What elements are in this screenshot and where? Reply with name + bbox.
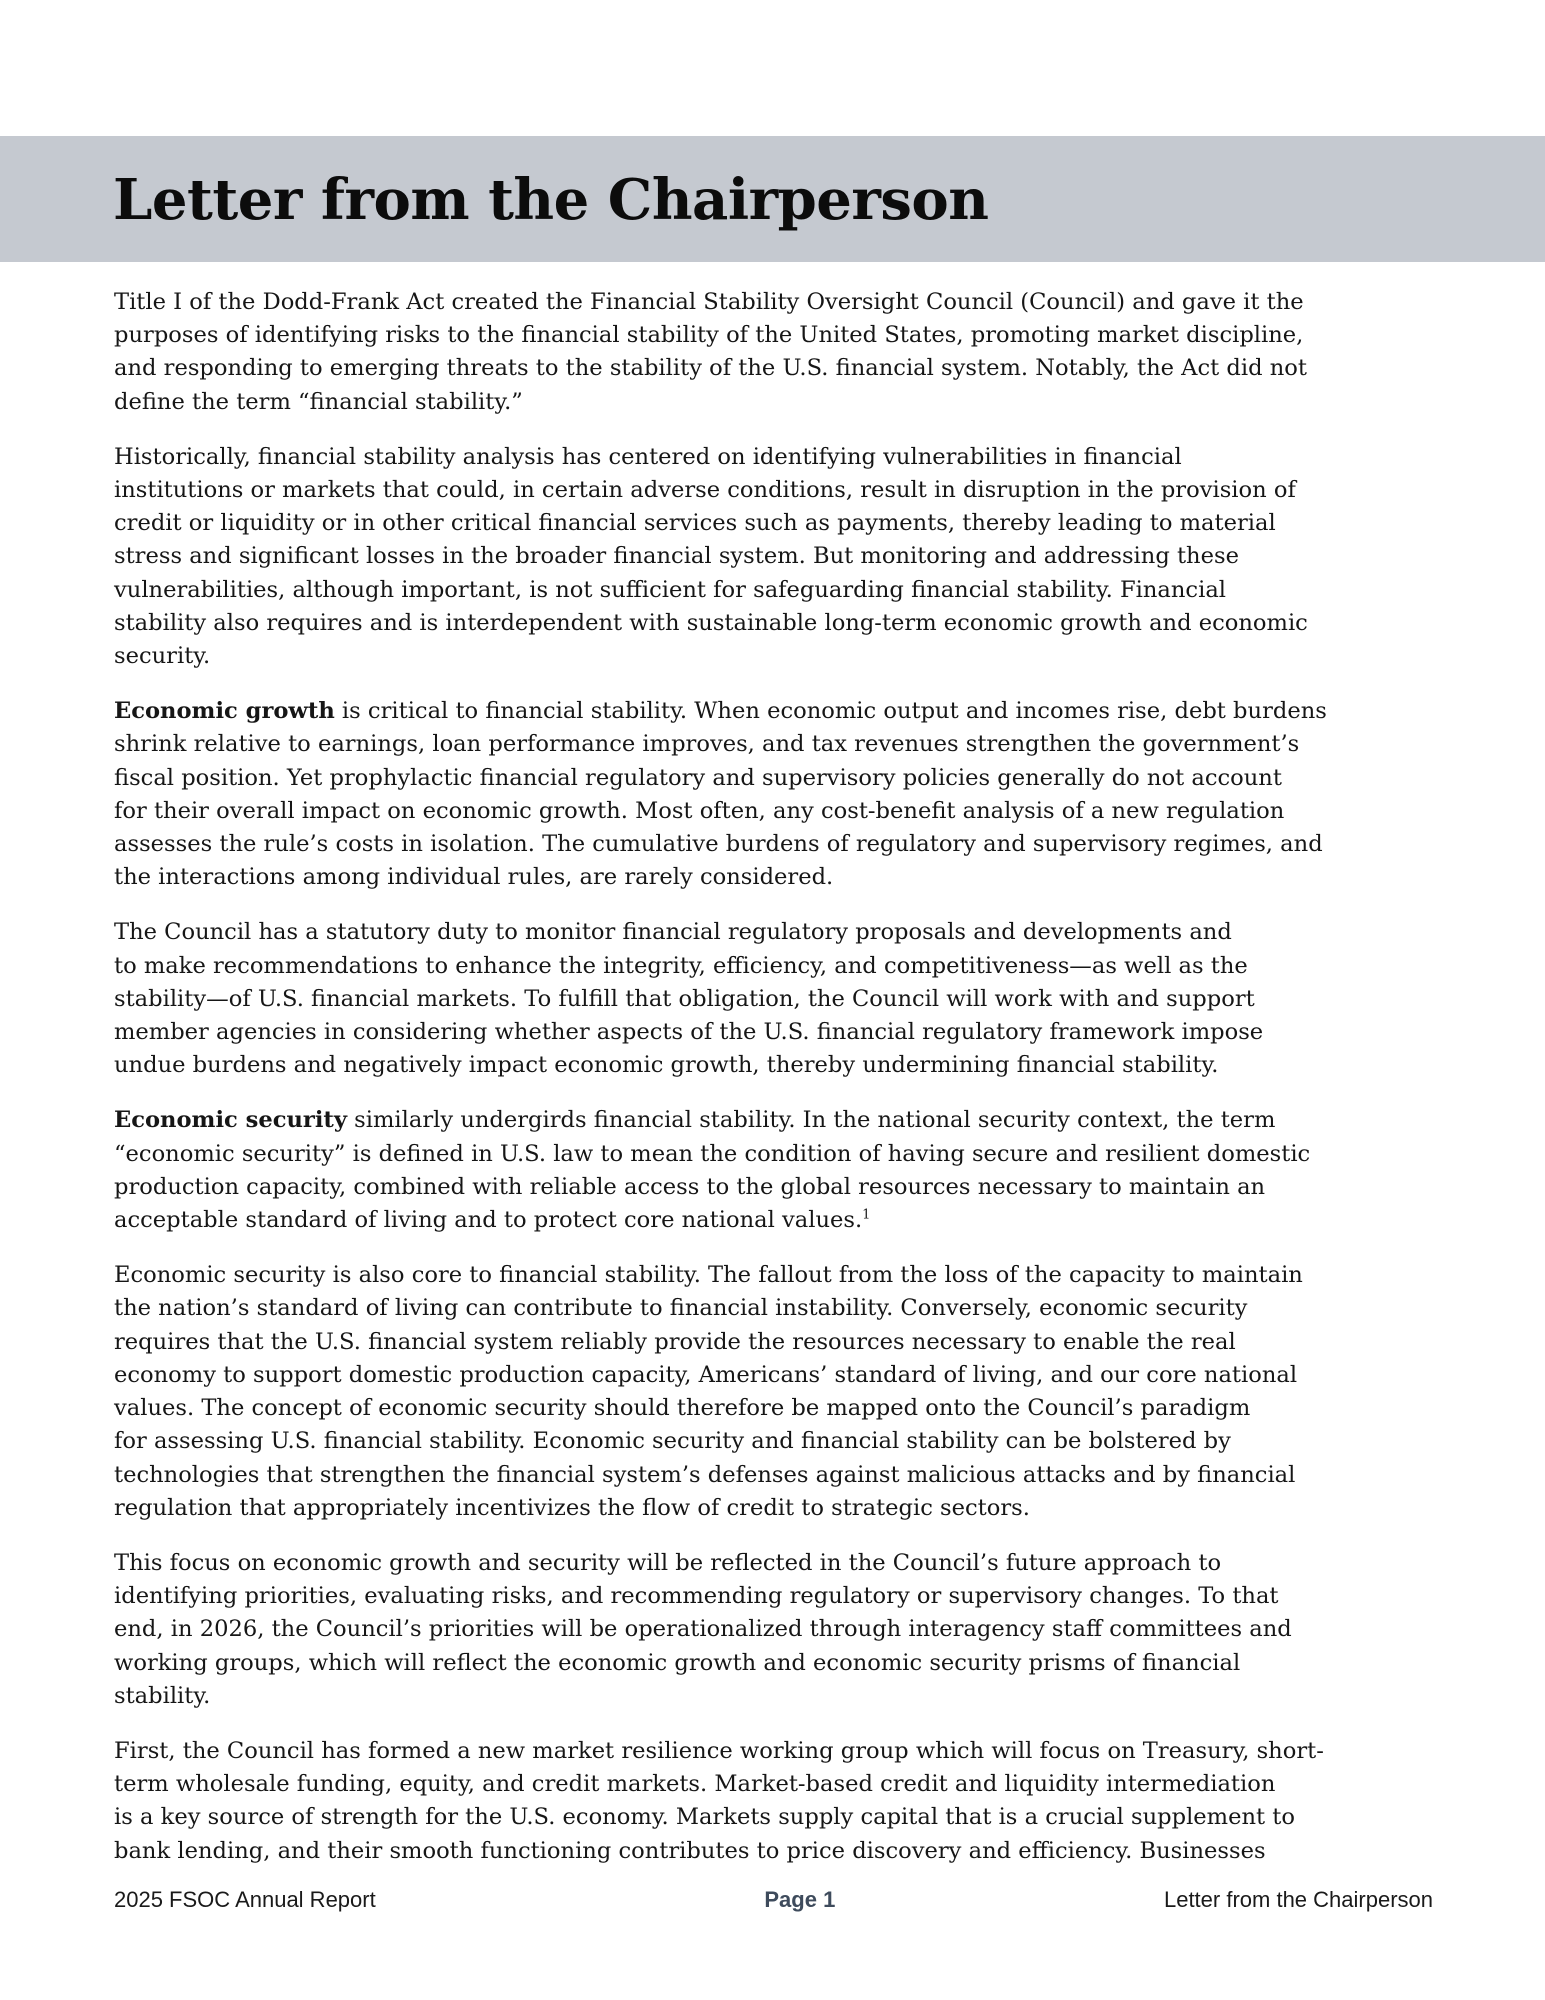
bold-lead-term: Economic security bbox=[114, 1107, 347, 1134]
line-text: vulnerabilities, although important, is not sufficient for safeguarding financial stability. Financial bbox=[114, 576, 1227, 603]
text-line bbox=[114, 1492, 1444, 1525]
line-text: undue burdens and negatively impact economic growth, thereby undermining financial stability. bbox=[114, 1052, 1219, 1079]
line-text: First, the Council has formed a new market resilience working group which will focus on Treasury, short- bbox=[114, 1737, 1324, 1764]
text-line bbox=[114, 607, 1444, 640]
line-text: define the term “financial stability.” bbox=[114, 388, 523, 415]
line-text: the interactions among individual rules, are rarely considered. bbox=[114, 864, 834, 891]
text-line bbox=[114, 1580, 1444, 1613]
line-text: stability. bbox=[114, 1682, 211, 1709]
text-line bbox=[114, 950, 1444, 983]
paragraph bbox=[114, 1735, 1444, 1868]
text-line bbox=[114, 386, 1444, 419]
line-text: credit or liquidity or in other critical financial services such as payments, thereby leading to material bbox=[114, 510, 1276, 537]
line-text: stability also requires and is interdependent with sustainable long-term economic growth and economic bbox=[114, 609, 1308, 636]
text-line bbox=[114, 1547, 1444, 1580]
text-line bbox=[114, 352, 1444, 385]
line-text: stability—of U.S. financial markets. To fulfill that obligation, the Council will work with and support bbox=[114, 985, 1255, 1012]
line-text: shrink relative to earnings, loan performance improves, and tax revenues strengthen the government’s bbox=[114, 731, 1300, 758]
text-line bbox=[114, 441, 1444, 474]
line-text: purposes of identifying risks to the financial stability of the United States, promoting market discipline, bbox=[114, 322, 1304, 349]
text-line bbox=[114, 1680, 1444, 1713]
text-line bbox=[114, 540, 1444, 573]
text-line bbox=[114, 1326, 1444, 1359]
text-line bbox=[114, 1801, 1444, 1834]
paragraph bbox=[114, 916, 1444, 1082]
text-line bbox=[114, 474, 1444, 507]
line-text: similarly undergirds financial stability. In the national security context, the term bbox=[347, 1107, 1276, 1134]
line-text: term wholesale funding, equity, and credit markets. Market-based credit and liquidity intermediation bbox=[114, 1771, 1276, 1798]
text-line bbox=[114, 1259, 1444, 1292]
line-text: for their overall impact on economic growth. Most often, any cost-benefit analysis of a new regulation bbox=[114, 797, 1285, 824]
text-line bbox=[114, 1613, 1444, 1646]
text-line bbox=[114, 1735, 1444, 1768]
paragraph bbox=[114, 695, 1444, 894]
text-line bbox=[114, 916, 1444, 949]
text-line bbox=[114, 1359, 1444, 1392]
text-line bbox=[114, 728, 1444, 761]
text-line bbox=[114, 762, 1444, 795]
line-text: assesses the rule’s costs in isolation. The cumulative burdens of regulatory and supervisory regimes, and bbox=[114, 831, 1323, 858]
line-text: member agencies in considering whether aspects of the U.S. financial regulatory framework impose bbox=[114, 1019, 1264, 1046]
line-text: This focus on economic growth and security will be reflected in the Council’s future approach to bbox=[114, 1549, 1222, 1576]
line-text: The Council has a statutory duty to monitor financial regulatory proposals and developments and bbox=[114, 919, 1232, 946]
text-line bbox=[114, 640, 1444, 673]
page-title: Letter from the Chairperson bbox=[113, 167, 989, 233]
text-line bbox=[114, 1425, 1444, 1458]
line-text: institutions or markets that could, in certain adverse conditions, result in disruption in the provision of bbox=[114, 477, 1296, 504]
line-text: Economic security is also core to financial stability. The fallout from the loss of the capacity to maintain bbox=[114, 1262, 1303, 1289]
text-line bbox=[114, 1049, 1444, 1082]
line-text: and responding to emerging threats to the stability of the U.S. financial system. Notably, the Act did not bbox=[114, 355, 1307, 382]
footnote-marker[interactable]: 1 bbox=[862, 1207, 871, 1223]
text-line bbox=[114, 1138, 1444, 1171]
text-line bbox=[114, 795, 1444, 828]
line-text: working groups, which will reflect the economic growth and economic security prisms of financial bbox=[114, 1649, 1241, 1676]
line-text: to make recommendations to enhance the integrity, efficiency, and competitiveness—as well as the bbox=[114, 952, 1248, 979]
line-text: stress and significant losses in the broader financial system. But monitoring and addressing these bbox=[114, 543, 1239, 570]
paragraph bbox=[114, 1259, 1444, 1525]
line-text: “economic security” is defined in U.S. law to mean the condition of having secure and resilient domestic bbox=[114, 1140, 1311, 1167]
line-text: regulation that appropriately incentivizes the flow of credit to strategic sectors. bbox=[114, 1494, 1030, 1521]
line-text: Historically, financial stability analysis has centered on identifying vulnerabilities in financial bbox=[114, 443, 1182, 470]
text-line bbox=[114, 1204, 1444, 1237]
text-line bbox=[114, 1104, 1444, 1137]
text-line bbox=[114, 1835, 1444, 1868]
line-text: Title I of the Dodd-Frank Act created the Financial Stability Oversight Council (Council) and gave it the bbox=[114, 289, 1304, 315]
text-line bbox=[114, 319, 1444, 352]
letter-body bbox=[114, 286, 1444, 1890]
text-line bbox=[114, 1768, 1444, 1801]
line-text: technologies that strengthen the financial system’s defenses against malicious attacks and by financial bbox=[114, 1461, 1296, 1488]
text-line bbox=[114, 1459, 1444, 1492]
bold-lead-term: Economic growth bbox=[114, 698, 335, 725]
text-line bbox=[114, 507, 1444, 540]
page-footer bbox=[114, 1885, 1433, 1915]
text-line bbox=[114, 1016, 1444, 1049]
paragraph bbox=[114, 441, 1444, 673]
line-text: is critical to financial stability. When economic output and incomes rise, debt burdens bbox=[334, 698, 1327, 725]
paragraph bbox=[114, 286, 1444, 419]
text-line bbox=[114, 1392, 1444, 1425]
line-text: acceptable standard of living and to protect core national values. bbox=[114, 1207, 863, 1234]
line-text: for assessing U.S. financial stability. Economic security and financial stability can be bolstered by bbox=[114, 1428, 1231, 1455]
line-text: security. bbox=[114, 643, 211, 670]
page-number: Page 1 bbox=[764, 1887, 836, 1912]
text-line bbox=[114, 286, 1444, 319]
text-line bbox=[114, 574, 1444, 607]
text-line bbox=[114, 1292, 1444, 1325]
text-line bbox=[114, 1171, 1444, 1204]
line-text: the nation’s standard of living can contribute to financial instability. Conversely, economic security bbox=[114, 1295, 1248, 1322]
text-line bbox=[114, 1647, 1444, 1680]
line-text: end, in 2026, the Council’s priorities will be operationalized through interagency staff committees and bbox=[114, 1616, 1292, 1643]
footer-report-name: 2025 FSOC Annual Report bbox=[114, 1887, 376, 1912]
text-line bbox=[114, 828, 1444, 861]
footer-section-name: Letter from the Chairperson bbox=[1163, 1887, 1433, 1912]
line-text: economy to support domestic production capacity, Americans’ standard of living, and our core national bbox=[114, 1361, 1298, 1388]
line-text: values. The concept of economic security should therefore be mapped onto the Council’s paradigm bbox=[114, 1395, 1251, 1422]
line-text: is a key source of strength for the U.S. economy. Markets supply capital that is a crucial supplement to bbox=[114, 1804, 1295, 1831]
text-line bbox=[114, 983, 1444, 1016]
paragraph bbox=[114, 1547, 1444, 1713]
paragraph bbox=[114, 1104, 1444, 1237]
line-text: bank lending, and their smooth functioning contributes to price discovery and efficiency. Businesses bbox=[114, 1837, 1266, 1864]
line-text: production capacity, combined with reliable access to the global resources necessary to maintain an bbox=[114, 1173, 1266, 1200]
line-text: identifying priorities, evaluating risks, and recommending regulatory or supervisory changes. To that bbox=[114, 1583, 1279, 1610]
text-line bbox=[114, 695, 1444, 728]
text-line bbox=[114, 861, 1444, 894]
line-text: fiscal position. Yet prophylactic financial regulatory and supervisory policies generally do not account bbox=[114, 764, 1282, 791]
line-text: requires that the U.S. financial system reliably provide the resources necessary to enable the real bbox=[114, 1328, 1236, 1355]
